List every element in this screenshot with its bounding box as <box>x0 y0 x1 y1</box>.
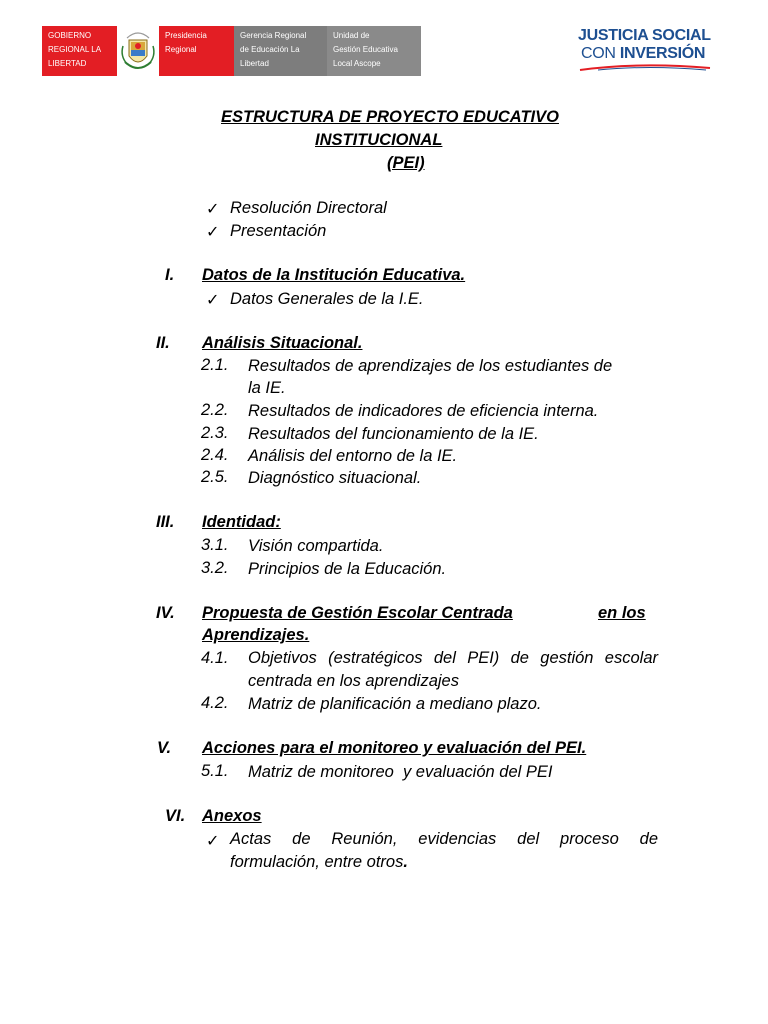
item-text: Diagnóstico situacional. <box>248 469 422 487</box>
section-heading: Anexos <box>202 807 262 825</box>
gobierno-regional-box <box>42 26 117 76</box>
check-icon: ✓ <box>206 292 220 309</box>
item-number: 2.3. <box>201 424 229 442</box>
item-text: Matriz de monitoreo y evaluación del PEI <box>248 763 553 781</box>
logo-line-2 <box>581 44 705 64</box>
item-number: 2.2. <box>201 401 229 419</box>
section-number: V. <box>157 739 172 757</box>
gerencia-line-3: Libertad <box>240 59 269 68</box>
logo-swoosh-icon <box>578 62 713 72</box>
check-icon: ✓ <box>206 201 220 218</box>
section-number: VI. <box>165 807 186 825</box>
presidencia-regional-box <box>159 26 234 76</box>
item-number: 2.1. <box>201 356 229 374</box>
section-number: III. <box>156 513 175 531</box>
unidad-line-1: Unidad de <box>333 31 370 40</box>
check-icon: ✓ <box>206 224 220 241</box>
item-text: Visión compartida. <box>248 537 384 555</box>
doc-title-line-1: ESTRUCTURA DE PROYECTO EDUCATIVO <box>221 108 559 126</box>
justicia-social-logo <box>578 26 718 76</box>
item-number: 4.1. <box>201 649 229 667</box>
item-number: 2.5. <box>201 468 229 486</box>
gobierno-line-1: GOBIERNO <box>48 31 92 40</box>
section-number: IV. <box>156 604 175 622</box>
check-icon: ✓ <box>206 833 220 850</box>
item-number: 3.2. <box>201 559 229 577</box>
doc-title-line-3: (PEI) <box>387 154 425 172</box>
item-text: Análisis del entorno de la IE. <box>248 447 458 465</box>
section-item: Datos Generales de la I.E. <box>230 290 424 308</box>
item-text-cont: la IE. <box>248 379 286 397</box>
section-heading: Identidad: <box>202 513 281 531</box>
item-text: Principios de la Educación. <box>248 560 447 578</box>
item-text: Resultados del funcionamiento de la IE. <box>248 425 539 443</box>
item-text: Matriz de planificación a mediano plazo. <box>248 695 542 713</box>
gerencia-line-2: de Educación La <box>240 45 300 54</box>
section-number: II. <box>156 334 170 352</box>
ugel-box <box>327 26 421 76</box>
presidencia-line-2: Regional <box>165 45 197 54</box>
section-heading-part: Propuesta de Gestión Escolar Centrada <box>202 604 513 622</box>
doc-title-line-2: INSTITUCIONAL <box>315 131 443 149</box>
item-text: Resultados de aprendizajes de los estudiantes de <box>248 357 613 375</box>
unidad-line-3: Local Ascope <box>333 59 381 68</box>
item-number: 3.1. <box>201 536 229 554</box>
item-number: 5.1. <box>201 762 229 780</box>
section-heading-part: Aprendizajes. <box>202 626 310 644</box>
presidencia-line-1: Presidencia <box>165 31 207 40</box>
logo-line-2-bold: INVERSIÓN <box>619 45 706 62</box>
item-text: Objetivos (estratégicos del PEI) de gestión escolar <box>248 649 658 667</box>
item-text-cont: centrada en los aprendizajes <box>248 672 459 690</box>
section-heading: Acciones para el monitoreo y evaluación del PEI. <box>202 739 587 757</box>
intro-item: Resolución Directoral <box>230 199 387 217</box>
section-heading: Datos de la Institución Educativa. <box>202 266 466 284</box>
gobierno-line-2: REGIONAL LA <box>48 45 102 54</box>
logo-line-2-light: CON <box>581 45 620 62</box>
item-text-cont-body: formulación, entre otros <box>230 853 404 871</box>
item-text: Actas de Reunión, evidencias del proceso de <box>230 830 658 848</box>
gobierno-line-3: LIBERTAD <box>48 59 87 68</box>
logo-line-1: JUSTICIA SOCIAL <box>578 27 711 44</box>
item-number: 2.4. <box>201 446 229 464</box>
gerencia-line-1: Gerencia Regional <box>240 31 307 40</box>
unidad-line-2: Gestión Educativa <box>333 45 398 54</box>
regional-coat-of-arms-icon <box>117 26 159 76</box>
item-text-period: . <box>403 853 408 871</box>
section-heading: Análisis Situacional. <box>202 334 363 352</box>
item-number: 4.2. <box>201 694 229 712</box>
item-text: Resultados de indicadores de eficiencia interna. <box>248 402 599 420</box>
intro-item: Presentación <box>230 222 327 240</box>
item-text-cont <box>230 852 408 872</box>
gerencia-regional-box <box>234 26 327 76</box>
section-heading-part: en los <box>598 604 646 622</box>
section-number: I. <box>165 266 175 284</box>
